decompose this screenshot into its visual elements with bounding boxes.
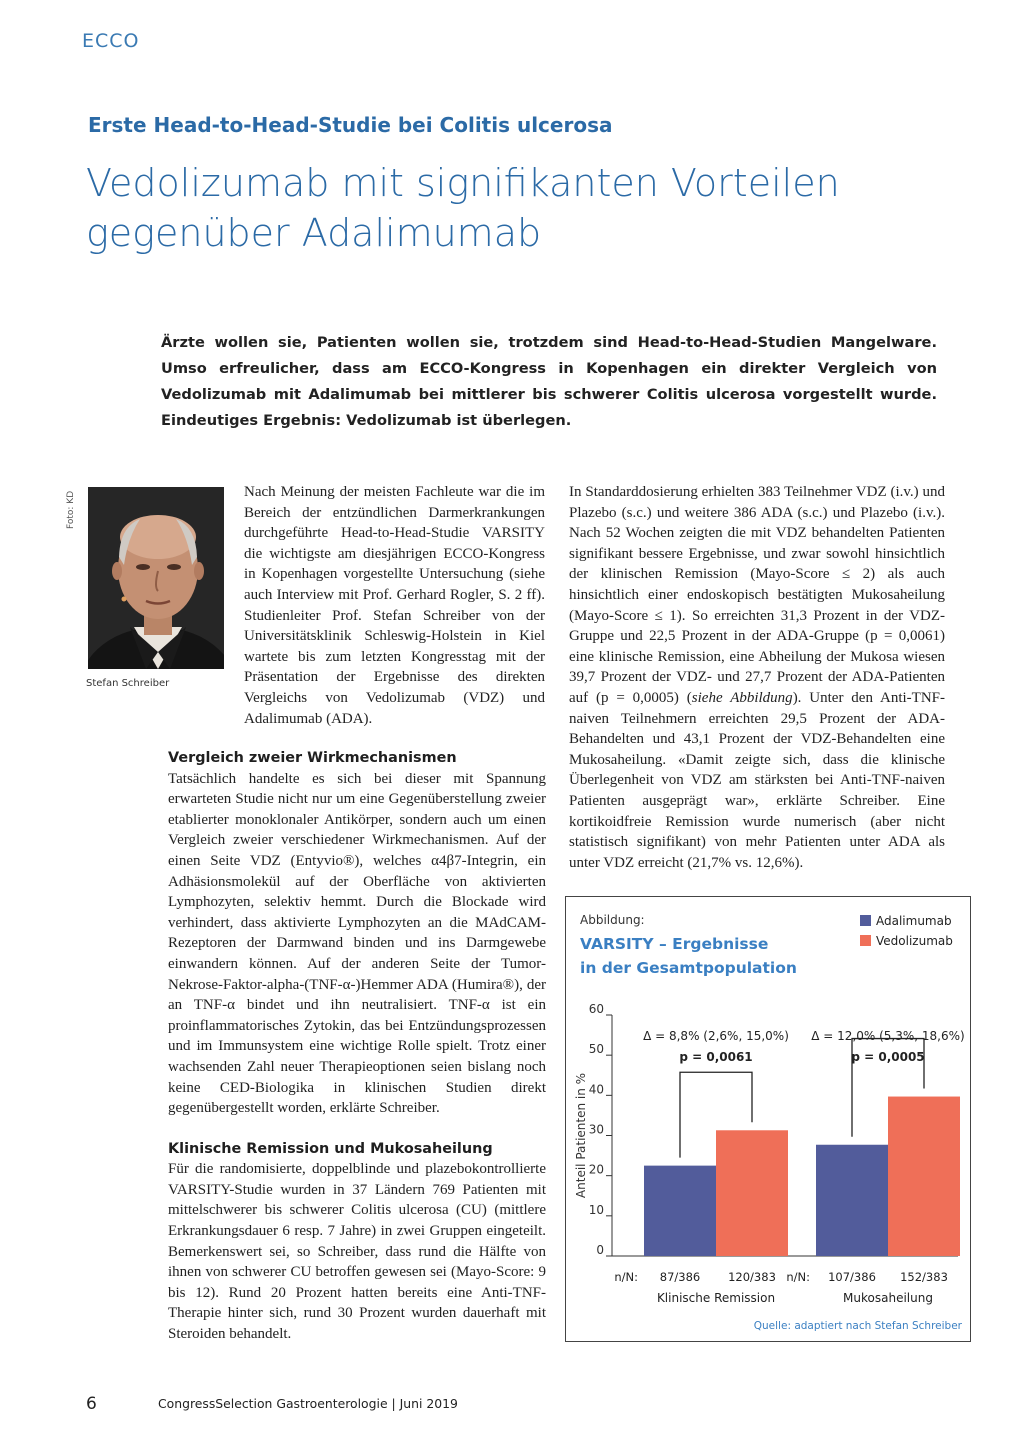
figure-box: [565, 896, 971, 1342]
bar-vedolizumab: [716, 1130, 788, 1256]
chart-plot: [574, 1002, 965, 1305]
article-headline: Vedolizumab mit signifikanten Vorteilen gegenüber Adalimumab: [86, 161, 840, 255]
legend-swatch-adalimumab: [860, 915, 871, 926]
bar-count-label: 120/383: [728, 1270, 776, 1284]
y-tick-label: 20: [588, 1162, 604, 1177]
article-lead: Ärzte wollen sie, Patienten wollen sie, trotzdem sind Head-to-Head-Studien Mangelware. Umso erfreulicher, dass am ECCO-Kongress in Kopenhagen ein direkter Vergleich von Vedolizumab mit Adalimumab bei mittlerer bis schwerer Colitis ulcerosa vorgestellt wurde. Eindeutiges Ergebnis: Vedolizumab ist überlegen.: [161, 334, 937, 429]
y-tick-label: 10: [588, 1202, 604, 1217]
column-two: [569, 482, 945, 873]
y-tick-label: 60: [588, 1002, 604, 1016]
delta-annotation: Δ = 12,0% (5,3%, 18,6%): [811, 1029, 965, 1043]
bar-count-label: 87/386: [659, 1270, 701, 1284]
figure-label: Abbildung:: [580, 913, 645, 927]
bar-vedolizumab: [888, 1097, 960, 1256]
legend-swatch-vedolizumab: [860, 935, 871, 946]
intro-paragraph: [244, 482, 545, 729]
publication-name: CongressSelection Gastroenterologie | Juni 2019: [158, 1396, 458, 1411]
legend-label: Vedolizumab: [876, 934, 953, 948]
bar-count-label: 107/386: [828, 1270, 876, 1284]
paragraph-results: In Standarddosierung erhielten 383 Teilnehmer VDZ (i.v.) und Plazebo (s.c.) und weitere 386 ADA (s.c.) und Plazebo (i.v.). Nach 52 Wochen zeigten die mit VDZ behandelten Patienten signifikant bessere Ergebnisse, und zwar sowohl hinsichtlich der klinischen Remission (Mayo-Score ≤ 2) als auch hinsichtlich einer endoskopisch bestätigten Mukosaheilung (Mayo-Score ≤ 1). So erreichten 31,3 Prozent in der VDZ-Gruppe und 22,5 Prozent in der ADA-Gruppe (p = 0,0061) eine klinische Remission, eine Abheilung der Mukosa wiesen 39,7 Prozent der VDZ- und 27,7 Prozent der ADA-Patienten auf (p = 0,0005) (siehe Abbildung). Unter den Anti-TNF-naiven Teilnehmern erreichten 29,5 Prozent der ADA-Behandelten und 43,1 Prozent der VDZ-Behandelten eine Mukosaheilung. «Damit zeigte sich, dass die klinische Überlegenheit von VDZ am stärksten bei Anti-TNF-naiven Patienten ausgeprägt war», erklärte Schreiber. Eine kortikoidfreie Remission wurde numerisch (aber nicht statistisch signifikant) von mehr Patienten unter ADA als unter VDZ erreicht (21,7% vs. 12,6%).: [569, 484, 945, 871]
nn-label: n/N:: [614, 1270, 638, 1284]
column-one: [168, 748, 546, 1345]
photo-credit: Foto: KD: [66, 490, 76, 529]
bar-chart: [566, 897, 970, 1341]
bar-adalimumab: [816, 1145, 888, 1256]
figure-title-line2: in der Gesamtpopulation: [580, 959, 797, 977]
bar-count-label: 152/383: [900, 1270, 948, 1284]
p-value-annotation: p = 0,0061: [679, 1050, 753, 1064]
y-tick-label: 0: [596, 1243, 604, 1257]
figure-title-line1: VARSITY – Ergebnisse: [580, 935, 769, 953]
section-label: ECCO: [82, 30, 140, 52]
category-label: Mukosaheilung: [843, 1291, 933, 1305]
legend-label: Adalimumab: [876, 914, 952, 928]
photo-caption: Stefan Schreiber: [86, 678, 170, 689]
category-label: Klinische Remission: [656, 1291, 776, 1305]
intro-text: Nach Meinung der meisten Fachleute war die im Bereich der entzündlichen Darmerkrankungen durchgeführte Head-to-Head-Studie VARSITY die wichtigste am diesjährigen ECCO-Kongress in Kopenhagen vorgestellte Untersuchung (siehe auch Interview mit Prof. Gerhard Rogler, S. 2 ff). Studienleiter Prof. Stefan Schreiber von der Universitätsklinik Schleswig-Holstein in Kiel wartete bis zum letzten Kongresstag mit der Präsentation der Ergebnisse des direkten Vergleichs von Vedolizumab (VDZ) und Adalimumab (ADA).: [244, 484, 545, 727]
y-axis-label: Anteil Patienten in %: [574, 1072, 588, 1199]
p-value-annotation: p = 0,0005: [851, 1050, 925, 1064]
delta-annotation: Δ = 8,8% (2,6%, 15,0%): [643, 1029, 789, 1043]
y-tick-label: 50: [588, 1042, 604, 1057]
nn-label: n/N:: [786, 1270, 810, 1284]
paragraph-wirkmechanismen: Tatsächlich handelte es sich bei dieser mit Spannung erwarteten Studie nicht nur um eine Gegenüberstellung zweier etablierter monoklonaler Antikörper, sondern auch um einen Vergleich zweier verschiedener Wirkmechanismen. Auf der einen Seite VDZ (Entyvio®), welches α4β7-Integrin, ein Adhäsionsmolekül auf der Oberfläche von aktivierten Lymphozyten, selektiv hemmt. Durch die Blockade wird verhindert, dass aktivierte Lymphozyten an die MAdCAM-Rezeptoren der Darmwand binden und ins Darmgewebe einwandern können. Auf der anderen Seite der Tumor-Nekrose-Faktor-alpha-(TNF-α-)Hemmer ADA (Humira®), der an TNF-α bindet und ihn neutralisiert. TNF-α ist ein proinflammatorisches Zytokin, das bei Entzündungsprozessen und im Immunsystem eine wichtige Rolle spielt. Trotz einer wachsenden Zahl neuer Therapieoptionen seien bislang noch keine CED-Biologika in klinischen Studien direkt gegenübergestellt worden, erklärte Schreiber.: [168, 770, 546, 1117]
bar-adalimumab: [644, 1166, 716, 1256]
page-number: 6: [86, 1394, 97, 1414]
figure-source: Quelle: adaptiert nach Stefan Schreiber: [753, 1320, 962, 1332]
paragraph-remission: Für die randomisierte, doppelblinde und plazebokontrollierte VARSITY-Studie wurden in 37 Ländern 769 Patienten mit mittelschwerer bis schwerer Colitis ulcerosa (CU) (mittlere Erkrankungsdauer 6 resp. 7 Jahre) in zwei Gruppen eingeteilt. Bemerkenswert sei, so Schreiber, dass rund die Hälfte von ihnen von schwerer CU betroffen gewesen sei (Mayo-Score: 9 bis 12). Rund 20 Prozent hatten bereits eine Anti-TNF-Therapie hinter sich, rund 30 Prozent wurden dauerhaft mit Steroiden behandelt.: [168, 1161, 546, 1343]
y-tick-label: 30: [588, 1122, 604, 1137]
subheading-remission: Klinische Remission und Mukosaheilung: [168, 1140, 493, 1157]
y-tick-label: 40: [588, 1082, 604, 1097]
portrait-photo: [88, 487, 224, 669]
figure-reference: siehe Abbildung: [691, 689, 793, 706]
article-kicker: Erste Head-to-Head-Studie bei Colitis ulcerosa: [88, 113, 613, 137]
chart-legend: [860, 914, 953, 948]
subheading-wirkmechanismen: Vergleich zweier Wirkmechanismen: [168, 750, 457, 766]
